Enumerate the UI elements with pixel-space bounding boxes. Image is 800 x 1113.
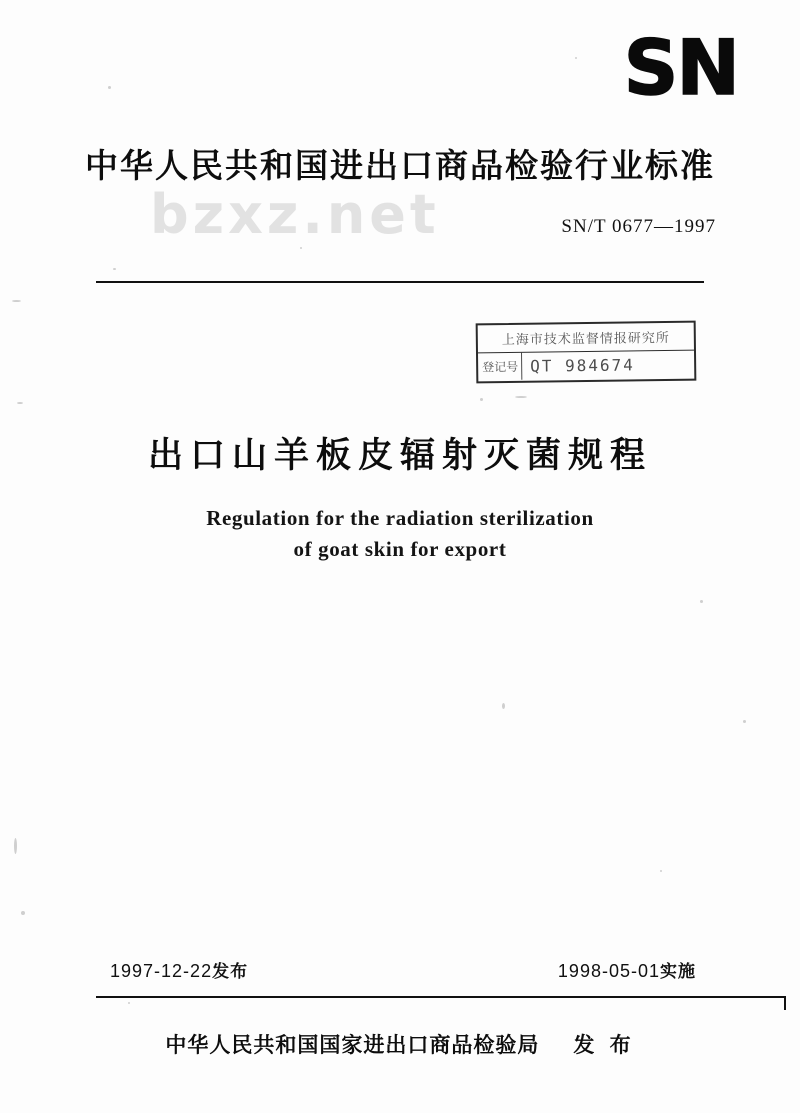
title-english-line2: of goat skin for export — [293, 537, 507, 561]
footer-divider-tick — [784, 996, 786, 1010]
scan-speckle — [700, 600, 703, 603]
scan-speckle — [12, 300, 21, 302]
issue-date-label: 发布 — [212, 962, 249, 982]
publisher-name: 中华人民共和国国家进出口商品检验局 — [165, 1033, 540, 1057]
scan-speckle — [502, 703, 505, 709]
issue-date — [110, 957, 248, 982]
title-chinese: 出口山羊板皮辐射灭菌规程 — [147, 436, 652, 476]
scan-speckle — [108, 86, 111, 89]
effective-date-value: 1998-05-01 — [557, 961, 660, 981]
scan-speckle — [515, 396, 527, 398]
scan-speckle — [14, 838, 17, 854]
stamp-code: QT 984674 — [530, 355, 635, 376]
footer-divider — [96, 996, 786, 998]
library-stamp — [476, 321, 697, 384]
issue-date-value: 1997-12-22 — [110, 961, 213, 981]
scan-speckle — [17, 402, 23, 404]
scan-speckle — [21, 911, 25, 915]
effective-date-label: 实施 — [660, 962, 696, 982]
publisher-action: 发 布 — [573, 1033, 635, 1057]
scan-speckle — [660, 870, 662, 872]
watermark-text: bzxz.net — [150, 183, 440, 246]
stamp-registration — [478, 351, 694, 381]
sn-logo: SN — [623, 23, 738, 112]
title-english-line1: Regulation for the radiation sterilization — [206, 506, 594, 530]
effective-date — [558, 957, 696, 982]
scan-speckle — [300, 247, 302, 249]
scan-speckle — [743, 720, 746, 723]
stamp-institute: 上海市技术监督情报研究所 — [501, 330, 670, 349]
scan-speckle — [480, 398, 483, 401]
stamp-label: 登记号 — [478, 353, 522, 381]
organization-title: 中华人民共和国进出口商品检验行业标准 — [85, 146, 715, 185]
header-divider — [96, 281, 704, 283]
scan-speckle — [113, 268, 116, 270]
title-english — [0, 503, 800, 565]
scan-speckle — [128, 1002, 130, 1004]
standard-number: SN/T 0677—1997 — [561, 216, 716, 237]
publisher-line — [0, 1029, 800, 1059]
scan-speckle — [575, 57, 577, 59]
